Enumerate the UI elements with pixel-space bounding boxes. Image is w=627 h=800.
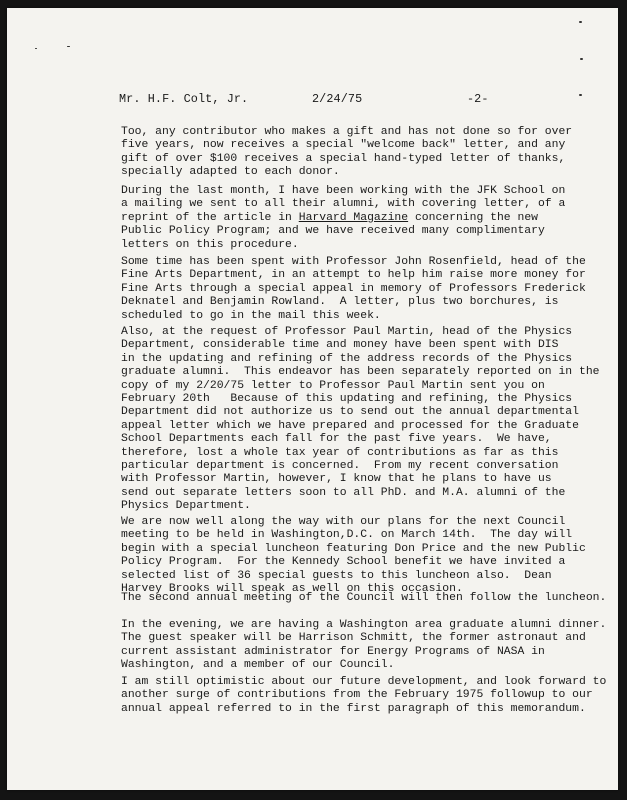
text-line: begin with a special luncheon featuring Don Price and the new Public <box>121 542 586 555</box>
page-speck <box>35 48 37 49</box>
text-line: meeting to be held in Washington,D.C. on March 14th. The day will <box>121 529 573 542</box>
text-line: In the evening, we are having a Washington area graduate alumni dinner. <box>121 619 607 631</box>
text-line: scheduled to go in the mail this week. <box>121 309 381 322</box>
paragraph-closing <box>121 676 607 716</box>
paragraph-fine-arts <box>121 256 601 323</box>
text-line: Also, at the request of Professor Paul Martin, head of the Physics <box>121 326 573 338</box>
text-line: in the updating and refining of the address records of the Physics <box>121 352 573 365</box>
paragraph-jfk-school <box>121 185 601 252</box>
page-speck <box>580 58 583 60</box>
text-line: Public Policy Program; and we have received many complimentary <box>121 225 545 238</box>
text-line: copy of my 2/20/75 letter to Professor Paul Martin sent you on <box>121 379 545 392</box>
text-line: selected list of 36 special guests to this luncheon also. Dean <box>121 569 552 582</box>
text-line: send out separate letters soon to all PhD. and M.A. alumni of the <box>121 486 566 499</box>
text-line: The second annual meeting of the Council will then follow the luncheon. <box>121 592 607 604</box>
text-line: Physics Department. <box>121 500 251 513</box>
letter-page <box>7 8 618 790</box>
text-line: During the last month, I have been working with the JFK School on <box>121 185 566 197</box>
text-line: therefore, lost a whole tax year of contributions as far as this <box>121 446 559 459</box>
text-line: particular department is concerned. From my recent conversation <box>121 460 559 473</box>
paragraph-annual-meeting <box>121 592 607 605</box>
text-line: February 20th Because of this updating and refining, the Physics <box>121 393 573 406</box>
page-speck <box>67 46 70 47</box>
text-line: Some time has been spent with Professor John Rosenfield, head of the <box>121 256 586 268</box>
page-speck <box>579 94 582 96</box>
text-line: The guest speaker will be Harrison Schmitt, the former astronaut and <box>121 632 586 645</box>
text-line: Deknatel and Benjamin Rowland. A letter, plus two borchures, is <box>121 296 559 309</box>
text-line: Washington, and a member of our Council. <box>121 659 395 672</box>
text-line: annual appeal referred to in the first paragraph of this memorandum. <box>121 702 586 715</box>
text-line: Fine Arts Department, in an attempt to help him raise more money for <box>121 269 586 282</box>
text-line: We are now well along the way with our plans for the next Council <box>121 516 566 528</box>
text-line: School Departments each fall for the past five years. We have, <box>121 433 552 446</box>
text-segment: concerning the new <box>408 211 538 224</box>
text-line: current assistant administrator for Energy Programs of NASA in <box>121 645 545 658</box>
paragraph-welcome-back <box>121 126 601 180</box>
text-line: Department, considerable time and money have been spent with DIS <box>121 339 559 352</box>
text-line: Too, any contributor who makes a gift and has not done so for over <box>121 126 573 138</box>
text-line: a mailing we sent to all their alumni, with covering letter, of a <box>121 198 566 211</box>
page-number: -2- <box>467 92 489 106</box>
recipient-name: Mr. H.F. Colt, Jr. <box>119 92 249 106</box>
paragraph-alumni-dinner <box>121 619 607 673</box>
text-line: Harvey Brooks will speak as well on this occasion. <box>121 583 463 596</box>
text-line: appeal letter which we have prepared and processed for the Graduate <box>121 419 579 432</box>
text-line <box>121 212 601 225</box>
page-speck <box>579 21 582 23</box>
text-line: five years, now receives a special "welcome back" letter, and any <box>121 139 566 152</box>
text-line: letters on this procedure. <box>121 238 299 251</box>
text-line: Policy Program. For the Kennedy School benefit we have invited a <box>121 556 566 569</box>
text-line: Department did not authorize us to send out the annual departmental <box>121 406 579 419</box>
text-line: I am still optimistic about our future development, and look forward to <box>121 676 607 688</box>
letter-date: 2/24/75 <box>312 92 363 106</box>
text-line: gift of over $100 receives a special hand-typed letter of thanks, <box>121 152 566 165</box>
magazine-title: Harvard Magazine <box>298 211 409 224</box>
paragraph-physics <box>121 326 601 514</box>
text-line: graduate alumni. This endeavor has been separately reported on in the <box>121 366 600 379</box>
text-line: specially adapted to each donor. <box>121 166 340 179</box>
text-line: another surge of contributions from the February 1975 followup to our <box>121 689 593 702</box>
text-segment: reprint of the article in <box>121 211 299 224</box>
paragraph-council-meeting <box>121 516 601 596</box>
text-line: with Professor Martin, however, I know that he plans to have us <box>121 473 552 486</box>
text-line: Fine Arts through a special appeal in memory of Professors Frederick <box>121 282 586 295</box>
